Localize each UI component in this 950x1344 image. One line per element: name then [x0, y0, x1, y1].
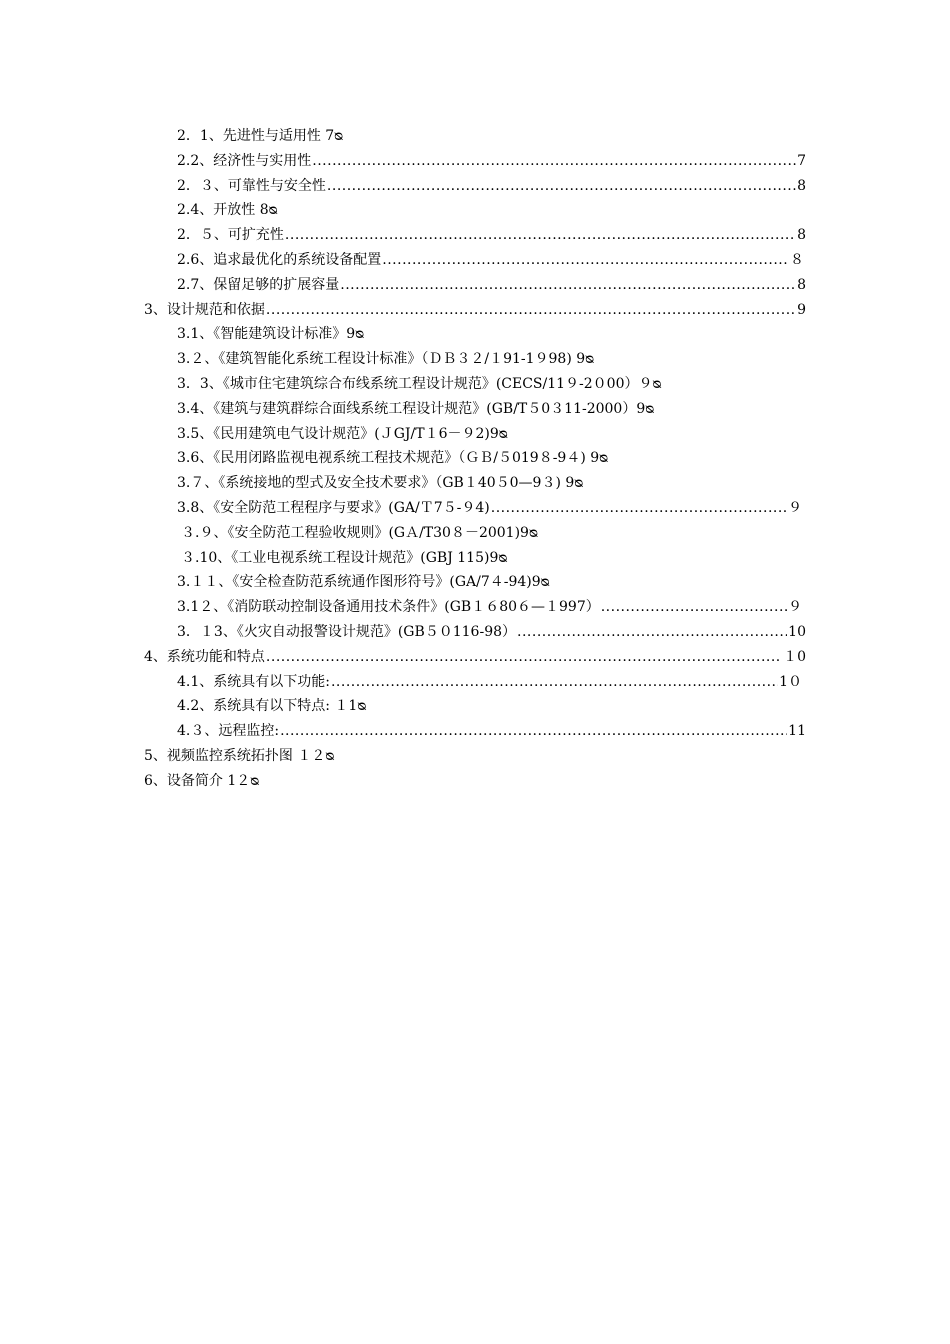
- toc-row: [0, 670, 950, 695]
- toc-entry-text: 3.4、《建筑与建筑群综合面线系统工程设计规范》(GB/T５0３11-2000）9ᴓ: [177, 400, 655, 417]
- toc-row: [0, 298, 950, 323]
- toc-entry-text: 3．１3、《火灾自动报警设计规范》(GB５０116-98）: [177, 623, 517, 640]
- toc-page-number: ９: [788, 499, 802, 516]
- toc-page-number: 8: [797, 276, 806, 293]
- toc-entry-text: 2．1、先进性与适用性 7ᴓ: [177, 128, 344, 144]
- toc-page-number: ９: [788, 599, 802, 616]
- toc-row: [0, 570, 950, 595]
- toc-entry: [177, 273, 806, 298]
- toc-row: [0, 322, 950, 347]
- toc-page-number: 11: [788, 723, 806, 740]
- toc-row: [0, 198, 950, 223]
- toc-row: [0, 347, 950, 372]
- toc-page-number: １0: [783, 648, 806, 665]
- toc-entry-text: 2.7、保留足够的扩展容量: [177, 276, 340, 293]
- toc-entry: [144, 645, 806, 670]
- toc-page-number: ８: [790, 251, 804, 268]
- toc-row: [0, 422, 950, 447]
- toc-entry-text: 5、视频监控系统拓扑图 １２ᴓ: [144, 747, 335, 764]
- toc-entry-text: 3．3、《城市住宅建筑综合布线系统工程设计规范》(CECS/11９-2０00）９ᴓ: [177, 375, 662, 392]
- toc-entry-text: 2．３、可靠性与安全性: [177, 177, 326, 194]
- toc-row: [0, 273, 950, 298]
- dot-leader: [327, 174, 796, 199]
- dot-leader: [285, 223, 796, 248]
- toc-entry: [177, 149, 806, 174]
- toc-page-number: 1０: [779, 673, 802, 690]
- toc-entry-text: 3、设计规范和依据: [144, 301, 265, 318]
- toc-page-number: 10: [788, 623, 806, 640]
- toc-entry-text: 3.8、《安全防范工程程序与要求》(GA/Ｔ7５-９4): [177, 499, 490, 516]
- toc-row: [0, 471, 950, 496]
- toc-entry-text: 3.１１、《安全检查防范系统通作图形符号》(GA/7４-94)9ᴓ: [177, 574, 550, 591]
- toc-entry-text: 3.２、《建筑智能化系统工程设计标准》（ＤＢ３２/１91-1９98) 9ᴓ: [177, 351, 595, 368]
- toc-entry: [177, 248, 804, 273]
- dot-leader: [517, 620, 787, 645]
- toc-entry-text: 3.1２、《消防联动控制设备通用技术条件》(GB１６80６—１997）: [177, 599, 600, 616]
- toc-entry-text: 4.2、系统具有以下特点: １1ᴓ: [177, 698, 367, 715]
- toc-entry-text: 4.３、远程监控:: [177, 723, 280, 740]
- toc-row: [0, 744, 950, 769]
- toc-entry: [177, 496, 802, 521]
- toc-row: [0, 620, 950, 645]
- toc-row: [0, 694, 950, 719]
- toc-entry-text: 3.７、《系统接地的型式及安全技术要求》（GB１40５0—9３) 9ᴓ: [177, 475, 584, 492]
- dot-leader: [601, 595, 787, 620]
- toc-page-number: 8: [797, 227, 806, 244]
- toc-row: [0, 496, 950, 521]
- toc-row: [0, 223, 950, 248]
- toc-entry: [144, 298, 806, 323]
- dot-leader: [382, 248, 789, 273]
- toc-row: [0, 546, 950, 571]
- dot-leader: [312, 149, 796, 174]
- toc-entry: [177, 174, 806, 199]
- toc-entry-text: 4.1、系统具有以下功能:: [177, 673, 330, 690]
- toc-entry-text: 2．５、可扩充性: [177, 227, 284, 244]
- toc-entry-text: 2.4、开放性 8ᴓ: [177, 202, 278, 219]
- toc-entry: [177, 670, 802, 695]
- toc-entry: [177, 223, 806, 248]
- toc-row: [0, 397, 950, 422]
- toc-entry-text: 3.6、《民用闭路监视电视系统工程技术规范》（ＧＢ/５019８-9４) 9ᴓ: [177, 450, 609, 467]
- toc-entry-text: 3.1、《智能建筑设计标准》9ᴓ: [177, 326, 365, 343]
- toc-row: [0, 769, 950, 794]
- toc-row: [0, 446, 950, 471]
- toc-row: [0, 124, 950, 149]
- toc-entry-text: ３.９、《安全防范工程验收规则》(GＡ/T30８－2001)9ᴓ: [181, 524, 539, 541]
- toc-page-number: 8: [797, 177, 806, 194]
- toc-entry-text: 6、设备简介 1２ᴓ: [144, 772, 260, 789]
- toc-entry-text: 2.6、追求最优化的系统设备配置: [177, 251, 382, 268]
- dot-leader: [266, 298, 796, 323]
- toc-entry-text: 2.2、经济性与实用性: [177, 152, 312, 169]
- dot-leader: [280, 719, 787, 744]
- toc-entry-text: 4、系统功能和特点: [144, 648, 265, 665]
- toc-row: [0, 149, 950, 174]
- toc-row: [0, 521, 950, 546]
- table-of-contents: [0, 124, 950, 794]
- dot-leader: [340, 273, 796, 298]
- dot-leader: [491, 496, 787, 521]
- toc-row: [0, 595, 950, 620]
- toc-page-number: 9: [797, 301, 806, 318]
- toc-row: [0, 719, 950, 744]
- toc-row: [0, 372, 950, 397]
- toc-entry: [177, 719, 806, 744]
- toc-row: [0, 248, 950, 273]
- toc-entry-text: ３.10、《工业电视系统工程设计规范》(GBJ 115)9ᴓ: [181, 549, 508, 566]
- toc-page-number: 7: [797, 152, 806, 169]
- dot-leader: [266, 645, 782, 670]
- toc-entry-text: 3.5、《民用建筑电气设计规范》(ＪGJ/T１6－９2)9ᴓ: [177, 425, 508, 442]
- toc-row: [0, 645, 950, 670]
- toc-entry: [177, 595, 802, 620]
- dot-leader: [331, 670, 778, 695]
- toc-entry: [177, 620, 806, 645]
- toc-row: [0, 174, 950, 199]
